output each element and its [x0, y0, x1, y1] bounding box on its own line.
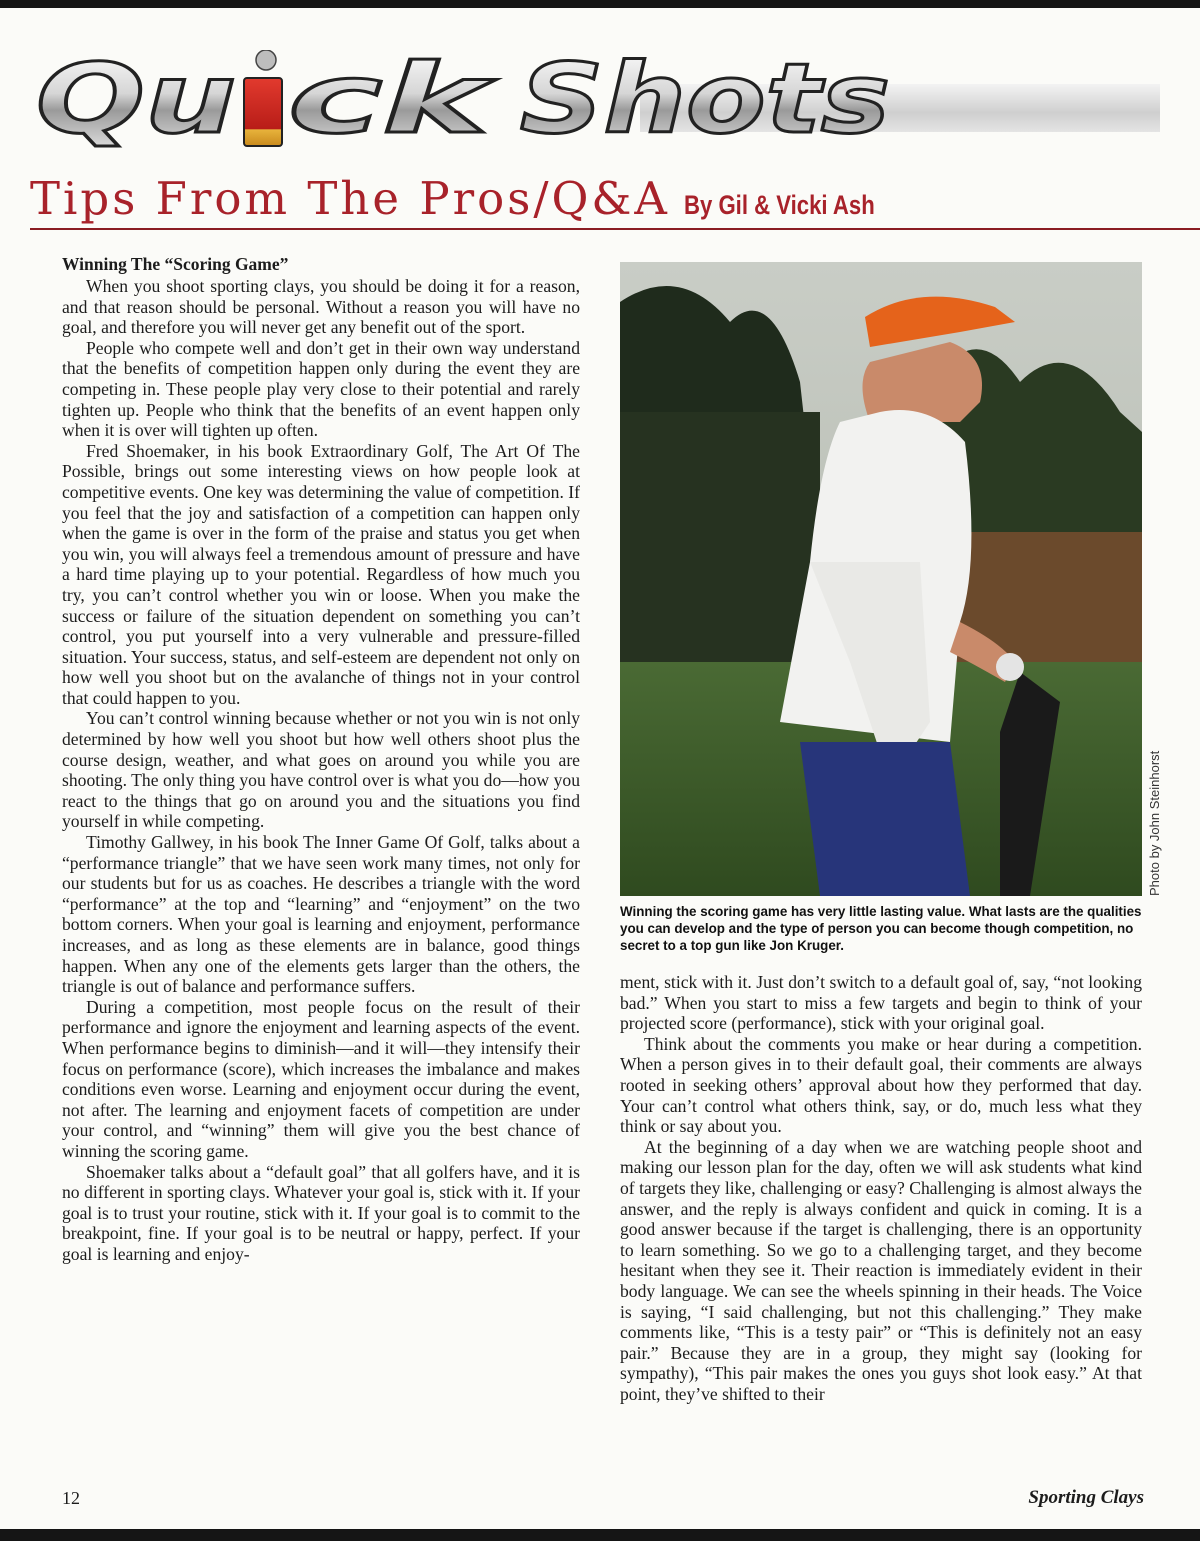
article-paragraph: Think about the comments you make or hear during a competition. When a person gives in to their default goal, their comments are always rooted in seeking others’ approval about how they performed that day. Your can’t control what others think, say, or do, much less what they think or say about you.	[620, 1033, 1142, 1137]
photo-caption: Winning the scoring game has very little lasting value. What lasts are the qualities you can develop and the type of person you can become though competition, no secret to a top gun like Jon Kruger.	[620, 904, 1142, 953]
byline: By Gil & Vicki Ash	[683, 190, 875, 220]
article-column-right	[620, 972, 1142, 1512]
section-header	[30, 172, 1170, 225]
article-heading: Winning The “Scoring Game”	[62, 254, 289, 274]
page-number: 12	[62, 1488, 80, 1508]
logo-word-quick-right: ck	[288, 50, 497, 150]
article-column-left	[62, 254, 580, 1512]
article-paragraph: At the beginning of a day when we are watching people shoot and making our lesson plan for the day, often we will ask students what kind of targets they like, challenging or easy? Challenging is almost always the answer, and the reply is always confident and quick in coming. It is a good answer because if the target is challenging, there is an opportunity to learn something. So we go to a challenging target, and they become hesitant when they see it. Their reaction is immediately evident in their body language. We can see the wheels spinning in their heads. The Voice is saying, “I said challenging, but not this challenging.” They make comments like, “This is a testy pair” or “This is definitely not an easy pair.” Because they are in a group, they might say (looking for sympathy), “This pair makes the ones you guys shot look easy.” At that point, they’ve shifted to their	[620, 1136, 1142, 1404]
photo-shooter-image	[620, 262, 1142, 896]
quick-shots-logo	[30, 50, 910, 150]
article-paragraph: People who compete well and don’t get in their own way understand that the benefits of competition happen only during the event they are competing in. These people play very close to their potential and rarely tighten up. People who think that the benefits of an event happen only when it is over will tighten up often.	[62, 337, 580, 441]
article-paragraph: Timothy Gallwey, in his book The Inner Game Of Golf, talks about a “performance triangle” that we have seen work many times, not only for our students but for us as coaches. He describes a triangle with the word “performance” at the top and “learning” and “enjoyment” on the two bottom corners. When your goal is learning and enjoyment, performance increases, and as long as these elements are in balance, good things happen. When any one of the elements gets larger than the others, the triangle is out of balance and performance suffers.	[62, 832, 580, 997]
masthead	[30, 50, 1160, 150]
article-paragraph: During a competition, most people focus on the result of their performance and ignore the enjoyment and learning aspects of the event. When performance begins to diminish—and it will—they intensify their focus on performance (score), which increases the imbalance and makes conditions even worse. Learning and enjoyment occur during the event, not after. The learning and enjoyment facets of competition are under your control, and “winning” them will give you the best chance of winning the scoring game.	[62, 996, 580, 1161]
article-photo	[620, 262, 1142, 896]
logo-word-shots: Shots	[520, 50, 890, 150]
article-paragraph: You can’t control winning because whether or not you win is not only determined by how well you shoot but how well others shoot plus the course design, weather, and what goes on around you while you are shooting. The only thing you have control over is what you do—how you react to the things that go on around you and the situations you find yourself in while competing.	[62, 708, 580, 832]
top-border	[0, 0, 1200, 8]
article-paragraph: ment, stick with it. Just don’t switch to a default goal of, say, “not looking bad.” When you start to miss a few targets and begin to think of your projected score (performance), stick with your original goal.	[620, 972, 1142, 1034]
article-paragraph: Shoemaker talks about a “default goal” that all golfers have, and it is no different in sporting clays. Whatever your goal is, stick with it. If your goal is to trust your routine, stick with it. If your goal is to commit to the breakpoint, fine. If your goal is to be neutral or happy, perfect. If your goal is learning and enjoy-	[62, 1161, 580, 1264]
bottom-border	[0, 1529, 1200, 1541]
magazine-name: Sporting Clays	[1028, 1487, 1144, 1508]
shell-dot-icon	[256, 50, 276, 70]
article-paragraph: Fred Shoemaker, in his book Extraordinary Golf, The Art Of The Possible, brings out some interesting views on how people look at competitive events. One key was determining the value of competition. If you feel that the joy and satisfaction of a competition can happen only when the game is over in the form of the praise and status you get when you win, you will always feel a tremendous amount of pressure and have a hard time playing up to your potential. Regardless of how much you try, you can’t control whether you win or loose. When you make the success or failure of the situation dependent on something you can’t control, you put yourself into a very vulnerable and pressure-filled situation. Your success, status, and self-esteem are dependent not only on how well you shoot but on the avalanche of things not in your control that could happen to you.	[62, 440, 580, 708]
header-rule	[30, 228, 1200, 230]
shotgun-shell-icon	[244, 78, 282, 146]
logo-word-quick-left: Qu	[36, 50, 236, 150]
photo-credit-text: Photo by John Steinhorst	[1147, 750, 1162, 896]
article-paragraph: When you shoot sporting clays, you should be doing it for a reason, and that reason should be personal. Without a reason you will have no goal, and therefore you will never get any benefit out of the sport.	[62, 276, 580, 338]
page-title: Tips From The Pros/Q&A	[30, 172, 670, 225]
photo-credit	[1147, 736, 1177, 896]
